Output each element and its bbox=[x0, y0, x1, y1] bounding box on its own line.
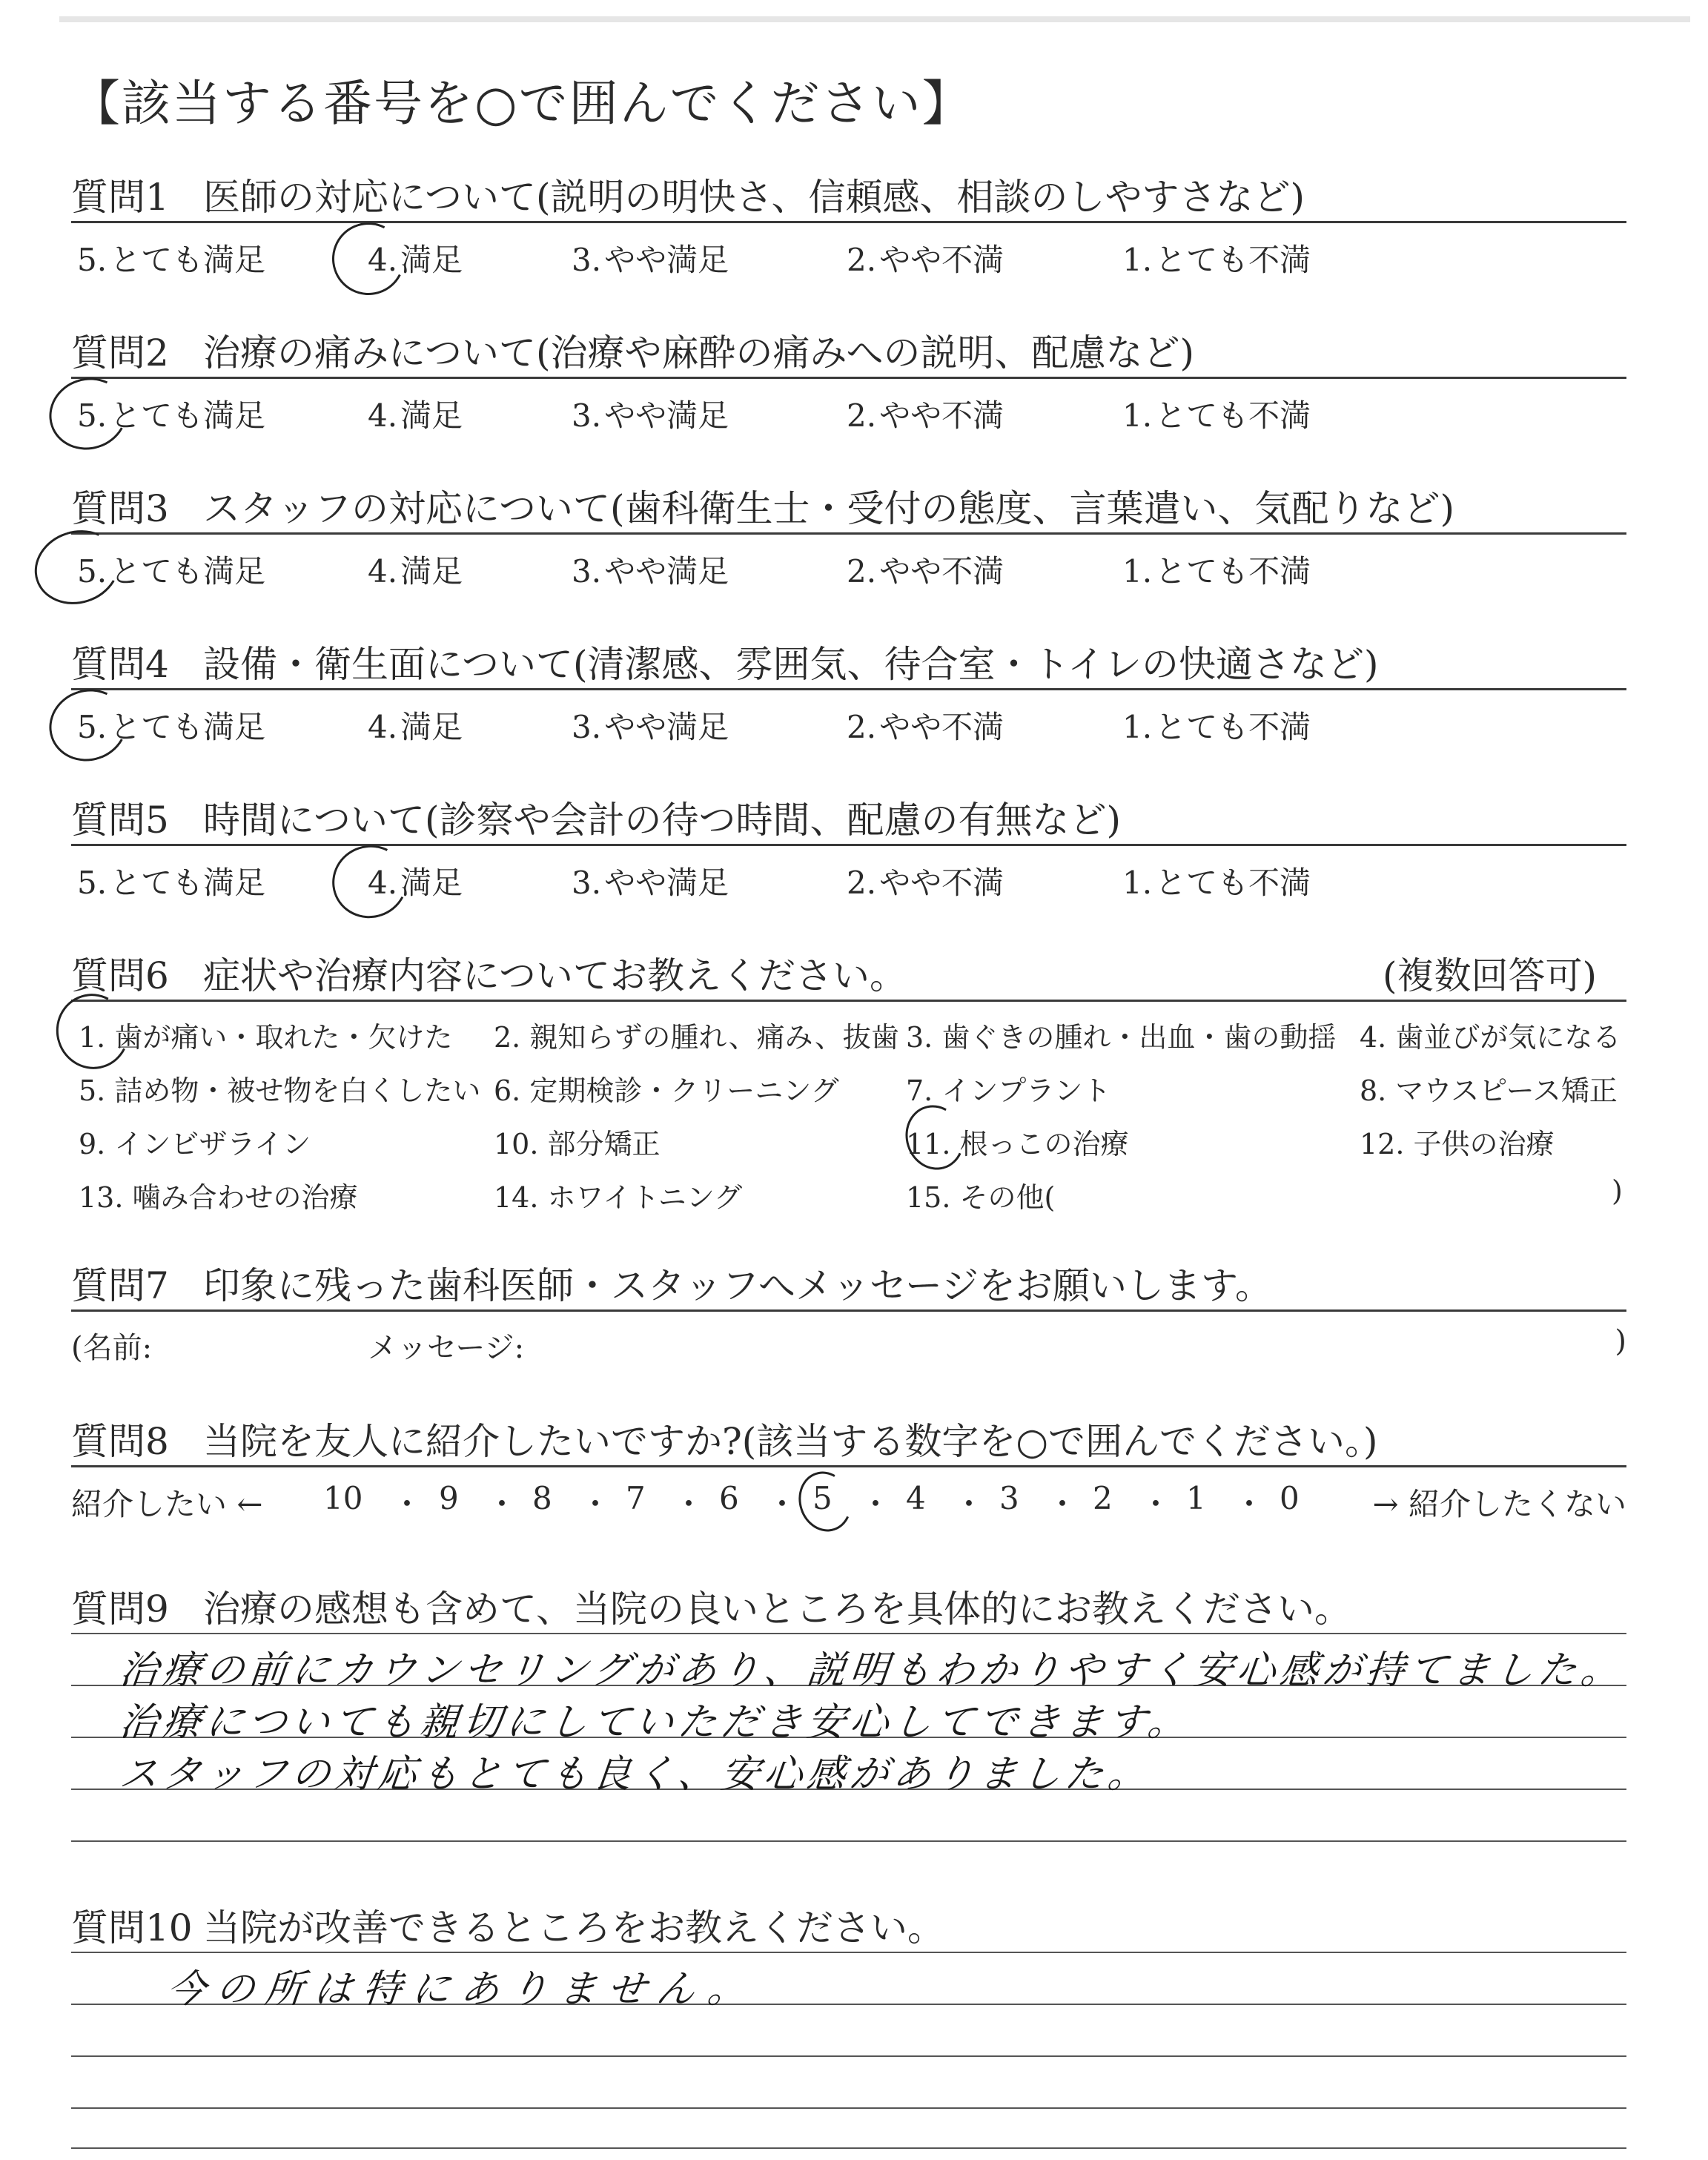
rating-option-2[interactable]: 2.やや不満 bbox=[847, 397, 1004, 434]
question-text: 医師の対応について(説明の明快さ、信頼感、相談のしやすさなど) bbox=[203, 176, 1305, 219]
rating-option-5[interactable]: 5.とても満足 bbox=[77, 397, 266, 434]
rating-options bbox=[71, 547, 1626, 592]
question-title bbox=[71, 1898, 1626, 1952]
question-text: 印象に残った歯科医師・スタッフへメッセージをお願いします。 bbox=[203, 1264, 1272, 1307]
message-label[interactable]: メッセージ: bbox=[368, 1331, 525, 1365]
symptom-option-6[interactable]: 6. 定期検診・クリーニング bbox=[494, 1074, 839, 1107]
instruction-heading: 【該当する番号を○で囲んでください】 bbox=[71, 75, 973, 132]
score-9[interactable]: 9 bbox=[439, 1480, 459, 1516]
question-number: 質問5 bbox=[71, 799, 169, 842]
question-number: 質問6 bbox=[71, 954, 169, 997]
rating-options bbox=[71, 703, 1626, 747]
question-title bbox=[71, 790, 1626, 844]
scan-edge bbox=[59, 16, 1690, 22]
question-number: 質問8 bbox=[71, 1420, 169, 1463]
rating-option-3[interactable]: 3.やや満足 bbox=[572, 865, 729, 901]
answer-line bbox=[71, 1840, 1626, 1842]
selection-circle bbox=[322, 213, 414, 304]
question-1 bbox=[71, 168, 1626, 278]
symptom-option-5[interactable]: 5. 詰め物・被せ物を白くしたい bbox=[79, 1074, 481, 1107]
rating-options bbox=[71, 859, 1626, 903]
question-title bbox=[71, 323, 1626, 377]
handwritten-answer[interactable]: 治療の前にカウンセリングがあり、説明もわかりやすく安心感が持てました。 bbox=[117, 1648, 1626, 1693]
handwritten-answer[interactable]: 治療についても親切にしていただき安心してできます。 bbox=[117, 1700, 1194, 1745]
rating-option-2[interactable]: 2.やや不満 bbox=[847, 553, 1004, 589]
symptom-option-15[interactable]: 15. その他( bbox=[906, 1181, 1056, 1214]
question-text: 治療の感想も含めて、当院の良いところを具体的にお教えください。 bbox=[203, 1588, 1351, 1631]
score-5[interactable]: 5 bbox=[812, 1480, 833, 1516]
question-3 bbox=[71, 479, 1626, 589]
other-close-paren: ) bbox=[1612, 1175, 1623, 1207]
symptom-option-9[interactable]: 9. インビザライン bbox=[79, 1128, 311, 1160]
question-7 bbox=[71, 1256, 1626, 1365]
question-text: 時間について(診察や会計の待つ時間、配慮の有無など) bbox=[203, 799, 1122, 842]
scale-dot: ・ bbox=[486, 1486, 518, 1522]
scale-dot: ・ bbox=[673, 1486, 705, 1522]
selection-circle bbox=[791, 1464, 859, 1539]
question-9 bbox=[71, 1579, 1626, 1797]
rating-option-2[interactable]: 2.やや不満 bbox=[847, 865, 1004, 901]
handwritten-answer[interactable]: 今の所は特にありません。 bbox=[165, 1967, 759, 2012]
answer-line bbox=[71, 1952, 1626, 1953]
score-8[interactable]: 8 bbox=[532, 1480, 552, 1516]
answer-line bbox=[71, 2055, 1626, 2057]
score-2[interactable]: 2 bbox=[1093, 1480, 1113, 1516]
symptom-option-3[interactable]: 3. 歯ぐきの腫れ・出血・歯の動揺 bbox=[906, 1021, 1337, 1054]
question-text: 当院が改善できるところをお教えください。 bbox=[203, 1906, 944, 1949]
answer-line bbox=[71, 1633, 1626, 1634]
rating-option-1[interactable]: 1.とても不満 bbox=[1122, 865, 1311, 901]
selection-circle bbox=[40, 368, 136, 460]
question-text: 設備・衛生面について(清潔感、雰囲気、待合室・トイレの快適さなど) bbox=[203, 643, 1379, 686]
question-8 bbox=[71, 1412, 1626, 1522]
recommend-scale bbox=[71, 1480, 1626, 1525]
rating-options bbox=[71, 392, 1626, 436]
question-4 bbox=[71, 635, 1626, 745]
question-title bbox=[71, 479, 1626, 532]
question-title bbox=[71, 635, 1626, 688]
question-text: スタッフの対応について(歯科衛生士・受付の態度、言葉遣い、気配りなど) bbox=[203, 487, 1455, 530]
symptom-option-4[interactable]: 4. 歯並びが気になる bbox=[1360, 1021, 1621, 1054]
rating-option-3[interactable]: 3.やや満足 bbox=[572, 709, 729, 745]
scale-dot: ・ bbox=[1140, 1486, 1172, 1522]
question-rule bbox=[71, 1309, 1626, 1312]
question-title bbox=[71, 168, 1626, 221]
score-0[interactable]: 0 bbox=[1280, 1480, 1300, 1516]
symptom-option-10[interactable]: 10. 部分矯正 bbox=[494, 1128, 661, 1160]
symptom-option-12[interactable]: 12. 子供の治療 bbox=[1360, 1128, 1555, 1160]
question-title bbox=[71, 946, 1626, 1000]
rating-option-1[interactable]: 1.とても不満 bbox=[1122, 553, 1311, 589]
score-10[interactable]: 10 bbox=[323, 1480, 363, 1516]
scale-dot: ・ bbox=[767, 1486, 798, 1522]
rating-option-4[interactable]: 4.満足 bbox=[368, 397, 463, 434]
question-number: 質問1 bbox=[71, 176, 169, 219]
answer-line bbox=[71, 2107, 1626, 2109]
rating-option-5[interactable]: 5.とても満足 bbox=[77, 553, 266, 589]
rating-option-4[interactable]: 4.満足 bbox=[368, 865, 463, 901]
question-rule bbox=[71, 1000, 1626, 1002]
question-number: 質問3 bbox=[71, 487, 169, 530]
rating-option-1[interactable]: 1.とても不満 bbox=[1122, 242, 1311, 278]
question-10 bbox=[71, 1898, 1626, 2012]
rating-option-4[interactable]: 4.満足 bbox=[368, 553, 463, 589]
rating-option-5[interactable]: 5.とても満足 bbox=[77, 865, 266, 901]
rating-option-2[interactable]: 2.やや不満 bbox=[847, 242, 1004, 278]
question-rule bbox=[71, 1465, 1626, 1467]
question-title bbox=[71, 1256, 1626, 1309]
score-1[interactable]: 1 bbox=[1186, 1480, 1206, 1516]
scale-dot: ・ bbox=[580, 1486, 612, 1522]
question-2 bbox=[71, 323, 1626, 434]
question-rule bbox=[71, 532, 1626, 535]
rating-option-1[interactable]: 1.とても不満 bbox=[1122, 709, 1311, 745]
question-number: 質問4 bbox=[71, 643, 169, 686]
question-text: 当院を友人に紹介したいですか?(該当する数字を○で囲んでください。) bbox=[203, 1420, 1378, 1463]
symptom-option-7[interactable]: 7. インプラント bbox=[906, 1074, 1111, 1107]
rating-option-5[interactable]: 5.とても満足 bbox=[77, 242, 266, 278]
selection-circle bbox=[322, 836, 417, 928]
rating-option-2[interactable]: 2.やや不満 bbox=[847, 709, 1004, 745]
symptom-option-2[interactable]: 2. 親知らずの腫れ、痛み、抜歯 bbox=[494, 1021, 899, 1054]
rating-option-1[interactable]: 1.とても不満 bbox=[1122, 397, 1311, 434]
question-rule bbox=[71, 221, 1626, 223]
score-7[interactable]: 7 bbox=[626, 1480, 646, 1516]
symptom-option-13[interactable]: 13. 噛み合わせの治療 bbox=[79, 1181, 358, 1214]
rating-option-3[interactable]: 3.やや満足 bbox=[572, 397, 729, 434]
question-rule bbox=[71, 844, 1626, 846]
selection-circle bbox=[897, 1097, 972, 1178]
question-title bbox=[71, 1412, 1626, 1465]
symptom-option-8[interactable]: 8. マウスピース矯正 bbox=[1360, 1074, 1618, 1107]
scale-dot: ・ bbox=[1047, 1486, 1079, 1522]
scale-dot: ・ bbox=[391, 1486, 423, 1522]
symptom-option-1[interactable]: 1. 歯が痛い・取れた・欠けた bbox=[79, 1021, 453, 1054]
answer-line bbox=[71, 2147, 1626, 2149]
question-6 bbox=[71, 946, 1626, 1214]
question-number: 質問9 bbox=[71, 1588, 169, 1631]
handwritten-answer[interactable]: スタッフの対応もとても良く、安心感がありました。 bbox=[117, 1752, 1153, 1797]
question-title bbox=[71, 1579, 1626, 1633]
question-text: 症状や治療内容についてお教えください。 bbox=[203, 954, 907, 997]
scale-dot: ・ bbox=[860, 1486, 892, 1522]
question-rule bbox=[71, 688, 1626, 690]
recommend-right-label: → 紹介したくない bbox=[1372, 1486, 1626, 1522]
recommend-left-label: 紹介したい ← bbox=[71, 1486, 263, 1522]
rating-option-4[interactable]: 4.満足 bbox=[368, 709, 463, 745]
symptom-option-14[interactable]: 14. ホワイトニング bbox=[494, 1181, 743, 1214]
question-number: 質問7 bbox=[71, 1264, 169, 1307]
question-number: 質問10 bbox=[71, 1906, 193, 1949]
message-close-paren: ) bbox=[1615, 1324, 1626, 1358]
question-5 bbox=[71, 790, 1626, 901]
rating-option-3[interactable]: 3.やや満足 bbox=[572, 242, 729, 278]
rating-option-5[interactable]: 5.とても満足 bbox=[77, 709, 266, 745]
rating-option-4[interactable]: 4.満足 bbox=[368, 242, 463, 278]
selection-circle bbox=[40, 679, 136, 771]
scale-dot: ・ bbox=[1234, 1486, 1265, 1522]
multiple-answer-note: (複数回答可) bbox=[1382, 954, 1597, 997]
question-text: 治療の痛みについて(治療や麻酔の痛みへの説明、配慮など) bbox=[203, 331, 1195, 374]
rating-option-3[interactable]: 3.やや満足 bbox=[572, 553, 729, 589]
rating-options bbox=[71, 236, 1626, 280]
question-number: 質問2 bbox=[71, 331, 169, 374]
question-rule bbox=[71, 377, 1626, 379]
score-3[interactable]: 3 bbox=[999, 1480, 1019, 1516]
score-6[interactable]: 6 bbox=[719, 1480, 739, 1516]
symptom-option-11[interactable]: 11. 根っこの治療 bbox=[906, 1128, 1129, 1160]
name-label: (名前: bbox=[71, 1331, 153, 1365]
score-4[interactable]: 4 bbox=[906, 1480, 926, 1516]
scale-dot: ・ bbox=[953, 1486, 985, 1522]
